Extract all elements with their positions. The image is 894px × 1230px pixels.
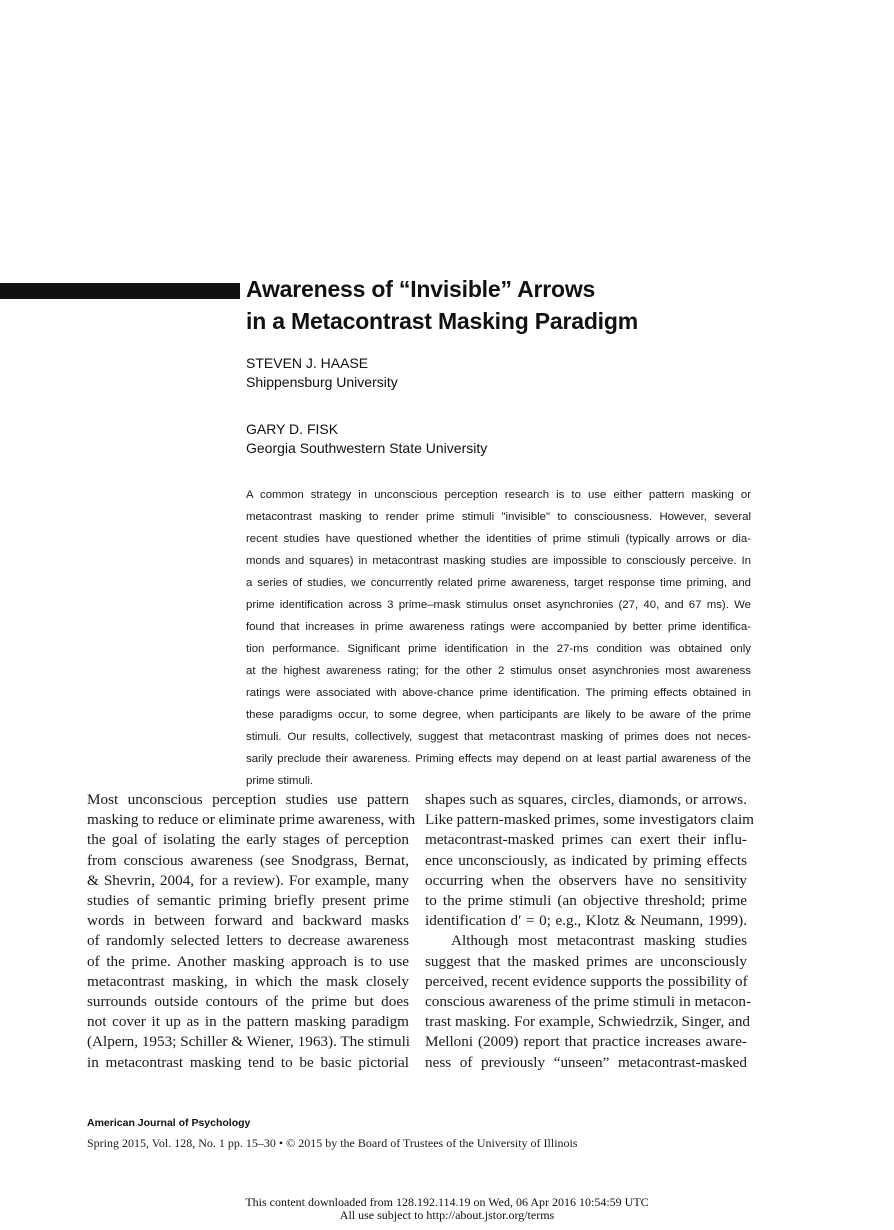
jstor-notice (0, 1196, 894, 1222)
body-line: Like pattern-masked primes, some investigators claim (425, 811, 754, 829)
abstract-line: prime stimuli. (246, 775, 314, 787)
body-line: ness of previously “unseen” metacontrast-masked (425, 1053, 747, 1071)
body-line: surrounds outside contours of the prime but does (87, 993, 409, 1011)
body-line: of the prime. Another masking approach is to use (87, 952, 409, 970)
abstract-line: prime identification across 3 prime–mask stimulus onset asynchronies (27, 40, and 67 ms). We (246, 599, 751, 611)
body-line: conscious awareness of the prime stimuli in metacon- (425, 993, 752, 1011)
body-line: metacontrast masking, in which the mask closely (87, 972, 409, 990)
body-line: to the prime stimuli (an objective threshold; prime (425, 892, 747, 910)
body-column-right (425, 790, 754, 1073)
abstract-line: monds and squares) in metacontrast masking studies are impossible to consciously perceive. In (246, 555, 751, 567)
body-line: occurring when the observers have no sensitivity (425, 871, 747, 889)
body-line: words in between forward and backward masks (87, 912, 409, 930)
body-line: masking to reduce or eliminate prime awareness, with (87, 811, 416, 829)
body-line: suggest that the masked primes are unconsciously (425, 952, 747, 970)
abstract-line: found that increases in prime awareness ratings were accompanied by better prime identifica- (246, 621, 751, 633)
body-line: identification d′ = 0; e.g., Klotz & Neumann, 1999). (425, 912, 747, 930)
abstract-line: stimuli. Our results, collectively, suggest that metacontrast masking of primes does not neces- (246, 731, 751, 743)
abstract-line: tion performance. Significant prime identification in the 27-ms condition was obtained only (246, 643, 751, 655)
author-name: GARY D. FISK (246, 421, 339, 437)
body-line: shapes such as squares, circles, diamonds, or arrows. (425, 791, 747, 808)
title-rule-bar (0, 283, 240, 299)
author-block (246, 420, 487, 458)
author-block (246, 354, 398, 392)
body-line: perceived, recent evidence supports the possibility of (425, 972, 748, 990)
journal-citation: Spring 2015, Vol. 128, No. 1 pp. 15–30 • © 2015 by the Board of Trustees of the University of Illinois (87, 1136, 578, 1150)
body-line: (Alpern, 1953; Schiller & Wiener, 1963). The stimuli (87, 1033, 411, 1051)
body-line: in metacontrast masking tend to be basic pictorial (87, 1053, 409, 1071)
abstract-line: at the highest awareness rating; for the other 2 stimulus onset asynchronies most awareness (246, 665, 751, 677)
article-title (246, 273, 638, 337)
jstor-download-line: This content downloaded from 128.192.114.19 on Wed, 06 Apr 2016 10:54:59 UTC (245, 1195, 649, 1209)
abstract-line: A common strategy in unconscious perception research is to use either pattern masking or (246, 489, 751, 501)
author-affiliation: Shippensburg University (246, 374, 398, 390)
abstract-line: these paradigms occur, to some degree, when participants are likely to be aware of the prime (246, 709, 751, 721)
body-line: Most unconscious perception studies use pattern (87, 791, 409, 808)
author-affiliation: Georgia Southwestern State University (246, 440, 488, 456)
abstract-line: a series of studies, we concurrently related prime awareness, target response time priming, and (246, 577, 751, 589)
title-line: Awareness of “Invisible” Arrows (246, 276, 596, 302)
abstract-line: sarily preclude their awareness. Priming effects may depend on at least partial awareness of the (246, 753, 751, 765)
body-column-left (87, 790, 416, 1073)
journal-name: American Journal of Psychology (87, 1117, 251, 1129)
body-line: ence unconsciously, as indicated by priming effects (425, 851, 747, 869)
abstract-line: recent studies have questioned whether the identities of prime stimuli (typically arrows or dia- (246, 533, 751, 545)
abstract-line: metacontrast masking to render prime stimuli "invisible" to consciousness. However, several (246, 511, 751, 523)
body-line: studies of semantic priming briefly present prime (87, 892, 409, 910)
body-line: from conscious awareness (see Snodgrass, Bernat, (87, 851, 409, 869)
body-line: trast masking. For example, Schwiedrzik, Singer, and (425, 1013, 751, 1031)
body-line: Melloni (2009) report that practice increases aware- (425, 1033, 747, 1051)
body-line: & Shevrin, 2004, for a review). For example, many (87, 871, 409, 889)
body-line: metacontrast-masked primes can exert their influ- (425, 831, 747, 849)
abstract (246, 484, 751, 792)
author-name: STEVEN J. HAASE (246, 355, 369, 371)
body-line: not cover it up as in the pattern masking paradigm (87, 1013, 409, 1031)
jstor-terms-line: All use subject to http://about.jstor.org/terms (339, 1208, 555, 1222)
title-line: in a Metacontrast Masking Paradigm (246, 308, 638, 334)
body-line: of randomly selected letters to decrease awareness (87, 932, 409, 950)
body-line: the goal of isolating the early stages of perception (87, 831, 409, 849)
body-line: Although most metacontrast masking studies (451, 932, 747, 950)
abstract-line: ratings were associated with above-chance prime identification. The priming effects obtained in (246, 687, 751, 699)
